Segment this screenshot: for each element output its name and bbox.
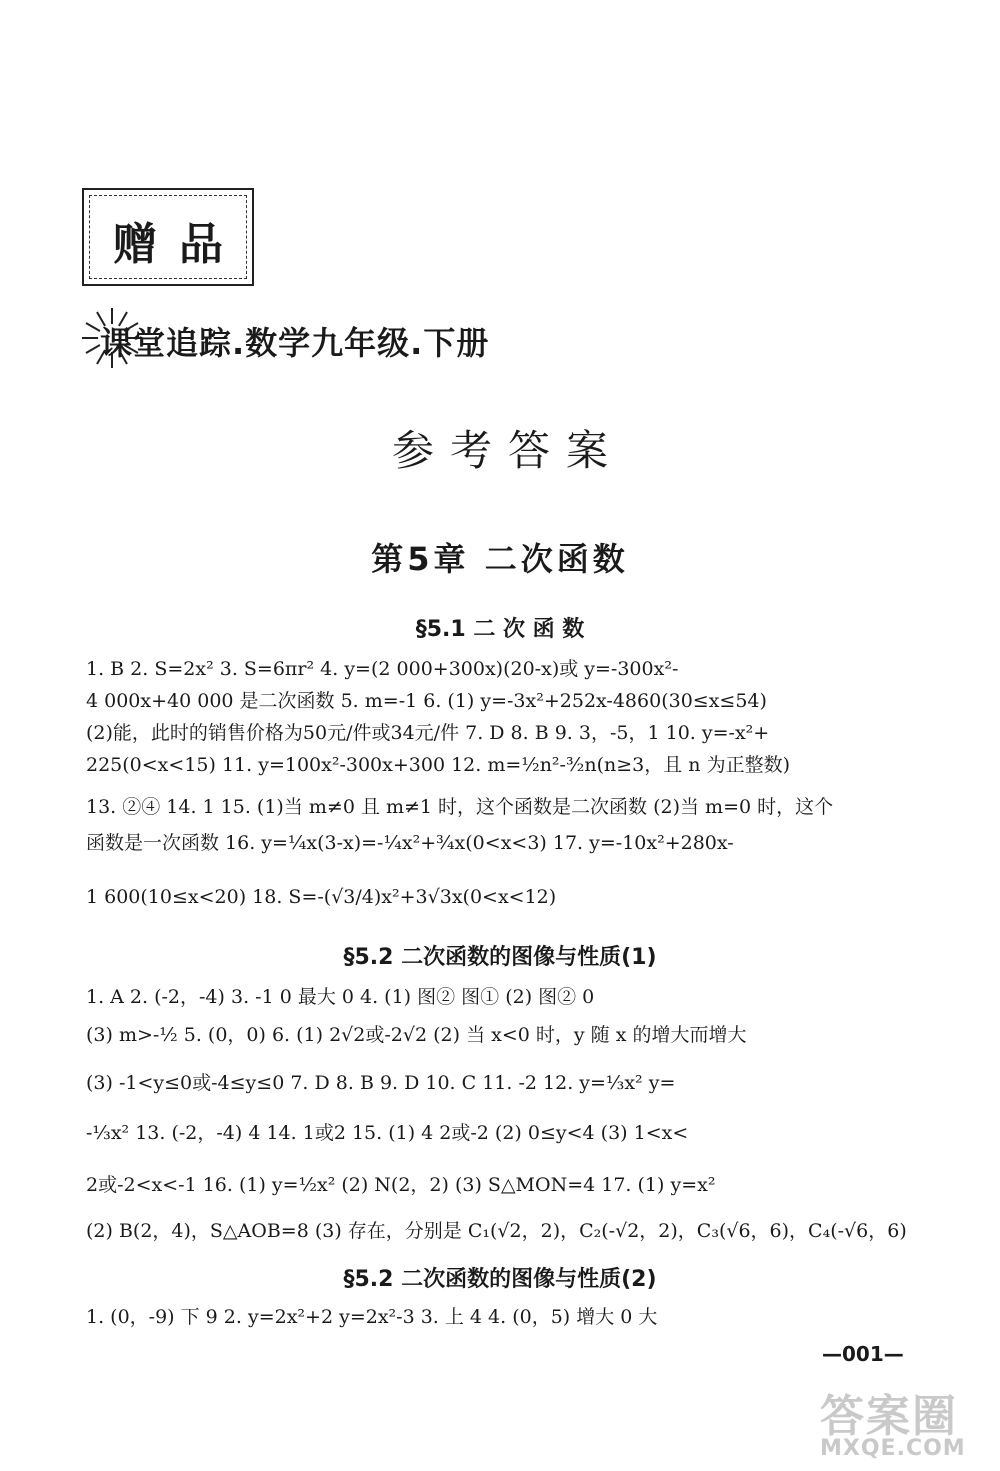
section-title-5-2-1: §5.2 二次函数的图像与性质(1) xyxy=(343,945,657,970)
main-title: 参考答案 xyxy=(391,426,624,475)
gift-label: 赠品 xyxy=(113,219,245,270)
watermark-text: 答案圈 xyxy=(820,1391,958,1442)
chapter-title: 第5章 二次函数 xyxy=(371,540,629,578)
page-number: —001— xyxy=(822,1342,904,1366)
answer-line: (3) m>-½ 5. (0，0) 6. (1) 2√2或-2√2 (2) 当 x<0 时，y 随 x 的增大而增大 xyxy=(86,1024,747,1046)
answer-line: 1. (0，-9) 下 9 2. y=2x²+2 y=2x²-3 3. 上 4 4. (0，5) 增大 0 大 xyxy=(86,1306,658,1328)
answer-line: 225(0<x<15) 11. y=100x²-300x+300 12. m=½n²-³⁄₂n(n≥3，且 n 为正整数) xyxy=(86,754,790,776)
watermark-logo xyxy=(790,1380,1000,1470)
answer-line: 2或-2<x<-1 16. (1) y=½x² (2) N(2，2) (3) S△MON=4 17. (1) y=x² xyxy=(86,1174,716,1196)
gift-label-box xyxy=(82,188,254,286)
section-title-5-1: §5.1 二 次 函 数 xyxy=(415,617,585,642)
answer-line: 函数是一次函数 16. y=¼x(3-x)=-¼x²+¾x(0<x<3) 17. y=-10x²+280x- xyxy=(86,832,734,854)
watermark-url: MXQE.COM xyxy=(820,1436,966,1461)
answer-line: -⅓x² 13. (-2，-4) 4 14. 1或2 15. (1) 4 2或-2 (2) 0≤y<4 (3) 1<x< xyxy=(86,1122,689,1144)
answer-line: (3) -1<y≤0或-4≤y≤0 7. D 8. B 9. D 10. C 11. -2 12. y=⅓x² y= xyxy=(86,1072,676,1094)
series-title: 课堂追踪.数学九年级.下册 xyxy=(100,324,490,362)
answer-line: (2)能，此时的销售价格为50元/件或34元/件 7. D 8. B 9. 3，-5，1 10. y=-x²+ xyxy=(86,722,770,744)
answer-line: 1 600(10≤x<20) 18. S=-(√3/4)x²+3√3x(0<x<12) xyxy=(86,886,557,908)
answer-line: 1. B 2. S=2x² 3. S=6πr² 4. y=(2 000+300x)(20-x)或 y=-300x²- xyxy=(86,658,679,680)
section-title-5-2-2: §5.2 二次函数的图像与性质(2) xyxy=(343,1267,657,1292)
answer-line: 13. ②④ 14. 1 15. (1)当 m≠0 且 m≠1 时，这个函数是二次函数 (2)当 m=0 时，这个 xyxy=(86,796,834,818)
answer-line: 4 000x+40 000 是二次函数 5. m=-1 6. (1) y=-3x²+252x-4860(30≤x≤54) xyxy=(86,690,767,712)
answer-line: (2) B(2，4)，S△AOB=8 (3) 存在，分别是 C₁(√2，2)，C₂(-√2，2)，C₃(√6，6)，C₄(-√6，6) xyxy=(86,1220,907,1242)
answer-line: 1. A 2. (-2，-4) 3. -1 0 最大 0 4. (1) 图② 图① (2) 图② 0 xyxy=(86,986,595,1008)
